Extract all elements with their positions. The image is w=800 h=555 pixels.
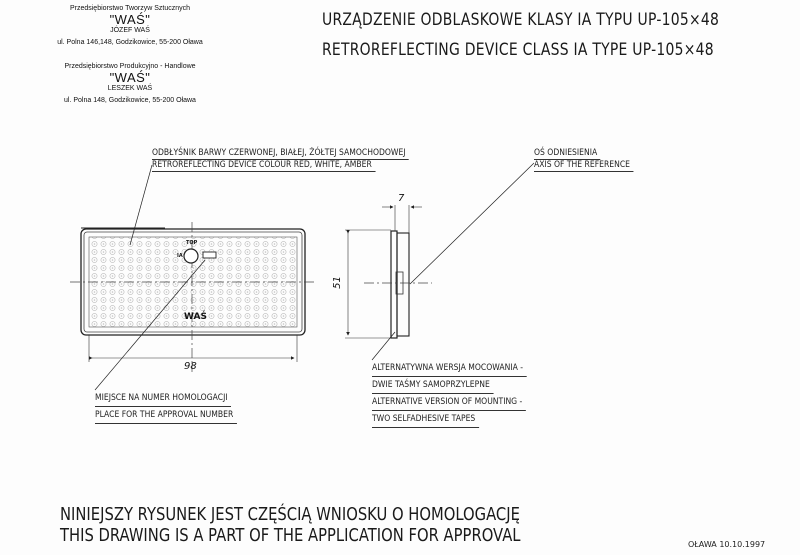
callout-mounting-english-1: ALTERNATIVE VERSION OF MOUNTING - (372, 394, 526, 411)
company-name: Przedsiębiorstwo Tworzyw Sztucznych (69, 5, 191, 12)
title-polish: URZĄDZENIE ODBLASKOWE KLASY IA TYPU UP-105×48 (322, 10, 720, 30)
company-owner: JÓZEF WAŚ (110, 27, 150, 34)
callout-approval (95, 390, 237, 424)
callout-mounting-polish-1: ALTERNATYWNA WERSJA MOCOWANIA - (372, 360, 526, 377)
callout-approval-polish: MIEJSCE NA NUMER HOMOLOGACJI (95, 390, 231, 407)
brand-mark: WAŚ (184, 312, 207, 322)
dimension-height: 51 (331, 276, 343, 289)
callout-colour (152, 148, 409, 172)
callout-colour-polish: ODBŁYŚNIK BARWY CZERWONEJ, BIAŁEJ, ŻÓŁTEJ SAMOCHODOWEJ (152, 148, 409, 160)
callout-mounting-polish-2: DWIE TAŚMY SAMOPRZYLEPNE (372, 377, 493, 394)
company-address: ul. Polna 146,148, Godzikowice, 55-200 Oława (57, 39, 203, 46)
dimension-width: 98 (184, 361, 197, 372)
company-brand: "WAŚ" (109, 12, 151, 27)
top-mark: TOP (186, 240, 198, 246)
dimension-depth: 7 (398, 193, 405, 204)
footer-polish: NINIEJSZY RYSUNEK JEST CZĘŚCIĄ WNIOSKU O HOMOLOGACJĘ (60, 504, 520, 525)
callout-axis-polish: OŚ ODNIESIENIA (534, 148, 601, 160)
callout-mounting (372, 360, 526, 428)
company-brand: "WAŚ" (109, 70, 151, 85)
title-english: RETROREFLECTING DEVICE CLASS IA TYPE UP-105×48 (322, 40, 714, 60)
class-mark: IA (177, 253, 183, 259)
place-date: OŁAWA 10.10.1997 (688, 540, 766, 549)
company-address: ul. Polna 148, Godzikowice, 55-200 Oława (64, 97, 196, 104)
company-owner: LESZEK WAŚ (107, 85, 153, 92)
callout-mounting-english-2: TWO SELFADHESIVE TAPES (372, 411, 479, 428)
callout-colour-english: RETROREFLECTING DEVICE COLOUR RED, WHITE, AMBER (152, 160, 375, 172)
callout-axis (534, 148, 633, 172)
footer-english: THIS DRAWING IS A PART OF THE APPLICATION FOR APPROVAL (60, 525, 521, 546)
side-view (345, 205, 432, 338)
company-name: Przedsiębiorstwo Produkcyjno - Handlowe (64, 63, 196, 70)
callout-approval-english: PLACE FOR THE APPROVAL NUMBER (95, 407, 237, 424)
callout-axis-english: AXIS OF THE REFERENCE (534, 160, 633, 172)
